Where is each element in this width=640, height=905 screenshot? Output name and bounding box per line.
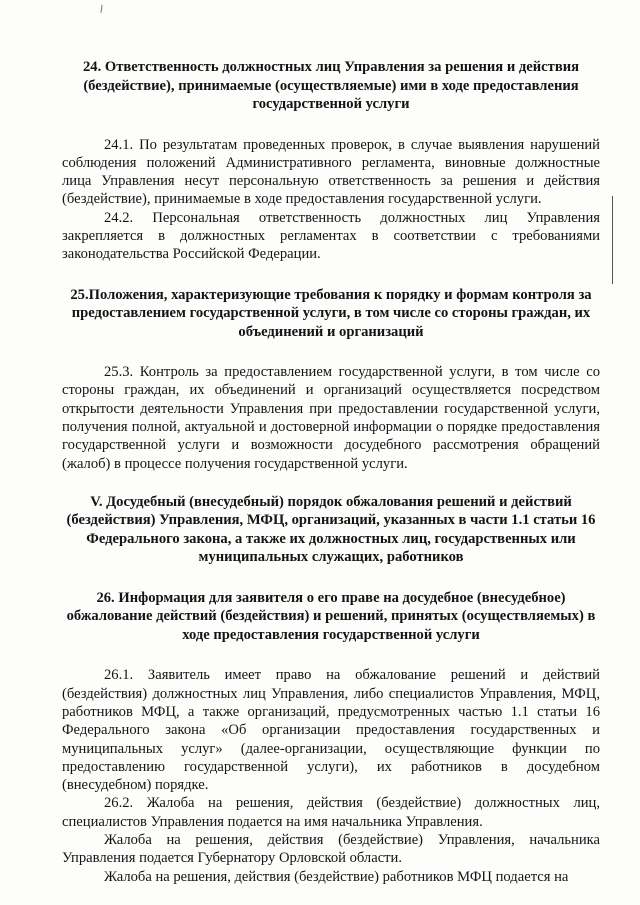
- paragraph-26-2: 26.2. Жалоба на решения, действия (бездействие) должностных лиц, специалистов Управления подается на имя начальника Управления.: [62, 795, 600, 830]
- section-v-heading: V. Досудебный (внесудебный) порядок обжалования решений и действий (бездействия) Управления, МФЦ, организаций, указанных в части 1.1 статьи 16 Федерального закона, а также их должностных лиц, государственных или муниципальных служащих, работников: [66, 493, 596, 566]
- paragraph-26-2-mfc: Жалоба на решения, действия (бездействие) работников МФЦ подается на: [104, 868, 569, 885]
- document-page: [62, 58, 600, 886]
- paragraph-24-2: 24.2. Персональная ответственность должностных лиц Управления закрепляется в должностных регламентах в соответствии с требованиями законодательства Российской Федерации.: [62, 209, 600, 263]
- paragraph-25-3: 25.3. Контроль за предоставлением государственной услуги, в том числе со стороны граждан, их объединений и организаций осуществляется посредством открытости деятельности Управления при предоставлении государственной услуги, получения полной, актуальной и достоверной информации о порядке предоставления государственной услуги и возможности досудебного рассмотрения обращений (жалоб) в процессе получения государственной услуги.: [62, 364, 600, 472]
- paragraph-26-2-governor: Жалоба на решения, действия (бездействие) Управления, начальника Управления подается Губернатору Орловской области.: [62, 832, 600, 867]
- paragraph-24-1: 24.1. По результатам проведенных проверок, в случае выявления нарушений соблюдения положений Административного регламента, виновные должностные лица Управления несут персональную ответственность за решения и действия (бездействие), принимаемые в ходе предоставления государственной услуги.: [62, 136, 600, 208]
- margin-line: [612, 196, 613, 284]
- section-25-heading: 25.Положения, характеризующие требования к порядку и формам контроля за предоставлением государственной услуги, в том числе со стороны граждан, их объединений и организаций: [70, 286, 592, 340]
- paragraph-26-1: 26.1. Заявитель имеет право на обжалование решений и действий (бездействия) должностных лиц Управления, либо специалистов Управления, МФЦ, работников МФЦ, а также организаций, предусмотренных частью 1.1 статьи 16 Федерального закона «Об организации предоставления государственных и муниципальных услуг» (далее-организации, осуществляющие функции по предоставлению государственной услуги), их работников в досудебном (внесудебном) порядке.: [62, 667, 600, 794]
- section-24-heading: 24. Ответственность должностных лиц Управления за решения и действия (бездействие), принимаемые (осуществляемые) ими в ходе предоставления государственной услуги: [82, 59, 580, 112]
- scan-mark: [100, 5, 105, 13]
- section-26-heading: 26. Информация для заявителя о его праве на досудебное (внесудебное) обжалование действий (бездействия) и решений, принятых (осуществляемых) в ходе предоставления государственной услуги: [66, 589, 596, 643]
